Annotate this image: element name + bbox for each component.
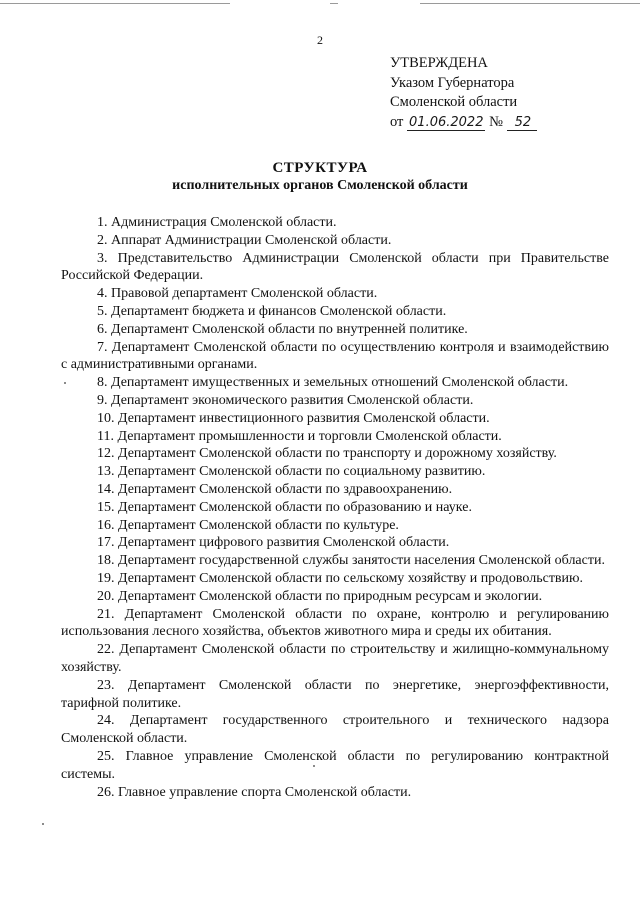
list-item: 21. Департамент Смоленской области по охране, контролю и регулированию использования лесного хозяйства, объектов животного мира и среды их обитания. <box>61 606 609 640</box>
scan-speck <box>313 765 315 767</box>
scan-speck <box>64 382 66 384</box>
list-item: 4. Правовой департамент Смоленской области. <box>97 286 378 302</box>
scan-edge-line <box>0 3 640 5</box>
handwritten-number: 52 <box>507 115 538 131</box>
list-item: 14. Департамент Смоленской области по здравоохранению. <box>97 481 453 497</box>
structure-list <box>61 214 609 801</box>
approval-region: Смоленской области <box>390 94 518 110</box>
approval-status: УТВЕРЖДЕНА <box>390 55 488 71</box>
document-subtitle: исполнительных органов Смоленской области <box>172 178 468 193</box>
date-prefix: от <box>390 113 404 130</box>
list-item: 23. Департамент Смоленской области по энергетике, энергоэффективности, тарифной политике. <box>61 677 609 711</box>
list-item: 7. Департамент Смоленской области по осуществлению контроля и взаимодействию с административными органами. <box>61 339 609 373</box>
approval-block <box>390 54 537 132</box>
document-title: СТРУКТУРА <box>272 160 368 176</box>
approval-decree: Указом Губернатора <box>390 74 515 91</box>
list-item: 6. Департамент Смоленской области по внутренней политике. <box>97 321 468 337</box>
list-item: 3. Представительство Администрации Смоленской области при Правительстве Российской Федерации. <box>61 250 609 284</box>
scan-speck <box>42 823 44 825</box>
list-item: 20. Департамент Смоленской области по природным ресурсам и экологии. <box>97 588 543 604</box>
list-item: 10. Департамент инвестиционного развития Смоленской области. <box>97 410 490 426</box>
list-item: 26. Главное управление спорта Смоленской области. <box>97 784 412 800</box>
list-item: 9. Департамент экономического развития Смоленской области. <box>97 392 474 408</box>
list-item: 15. Департамент Смоленской области по образованию и науке. <box>97 499 472 515</box>
list-item: 12. Департамент Смоленской области по транспорту и дорожному хозяйству. <box>97 446 557 462</box>
list-item: 22. Департамент Смоленской области по строительству и жилищно-коммунальному хозяйству. <box>61 642 609 675</box>
list-item: 8. Департамент имущественных и земельных отношений Смоленской области. <box>97 375 569 391</box>
list-item: 18. Департамент государственной службы занятости населения Смоленской области. <box>97 553 605 569</box>
list-item: 5. Департамент бюджета и финансов Смоленской области. <box>97 303 447 319</box>
handwritten-date: 01.06.2022 <box>409 114 484 130</box>
number-label: № <box>489 113 503 130</box>
list-item: 1. Администрация Смоленской области. <box>97 215 337 230</box>
list-item: 11. Департамент промышленности и торговли Смоленской области. <box>97 428 502 444</box>
list-item: 16. Департамент Смоленской области по культуре. <box>97 517 399 533</box>
list-item: 19. Департамент Смоленской области по сельскому хозяйству и продовольствию. <box>97 570 583 586</box>
approval-date-line <box>390 113 537 133</box>
list-item: 17. Департамент цифрового развития Смоленской области. <box>97 535 450 551</box>
page-number: 2 <box>317 33 323 47</box>
list-item: 24. Департамент государственного строительного и технического надзора Смоленской области. <box>61 713 609 747</box>
list-item: 2. Аппарат Администрации Смоленской области. <box>97 232 392 248</box>
list-item: 25. Главное управление Смоленской области по регулированию контрактной системы. <box>61 748 609 782</box>
list-item: 13. Департамент Смоленской области по социальному развитию. <box>97 464 486 480</box>
